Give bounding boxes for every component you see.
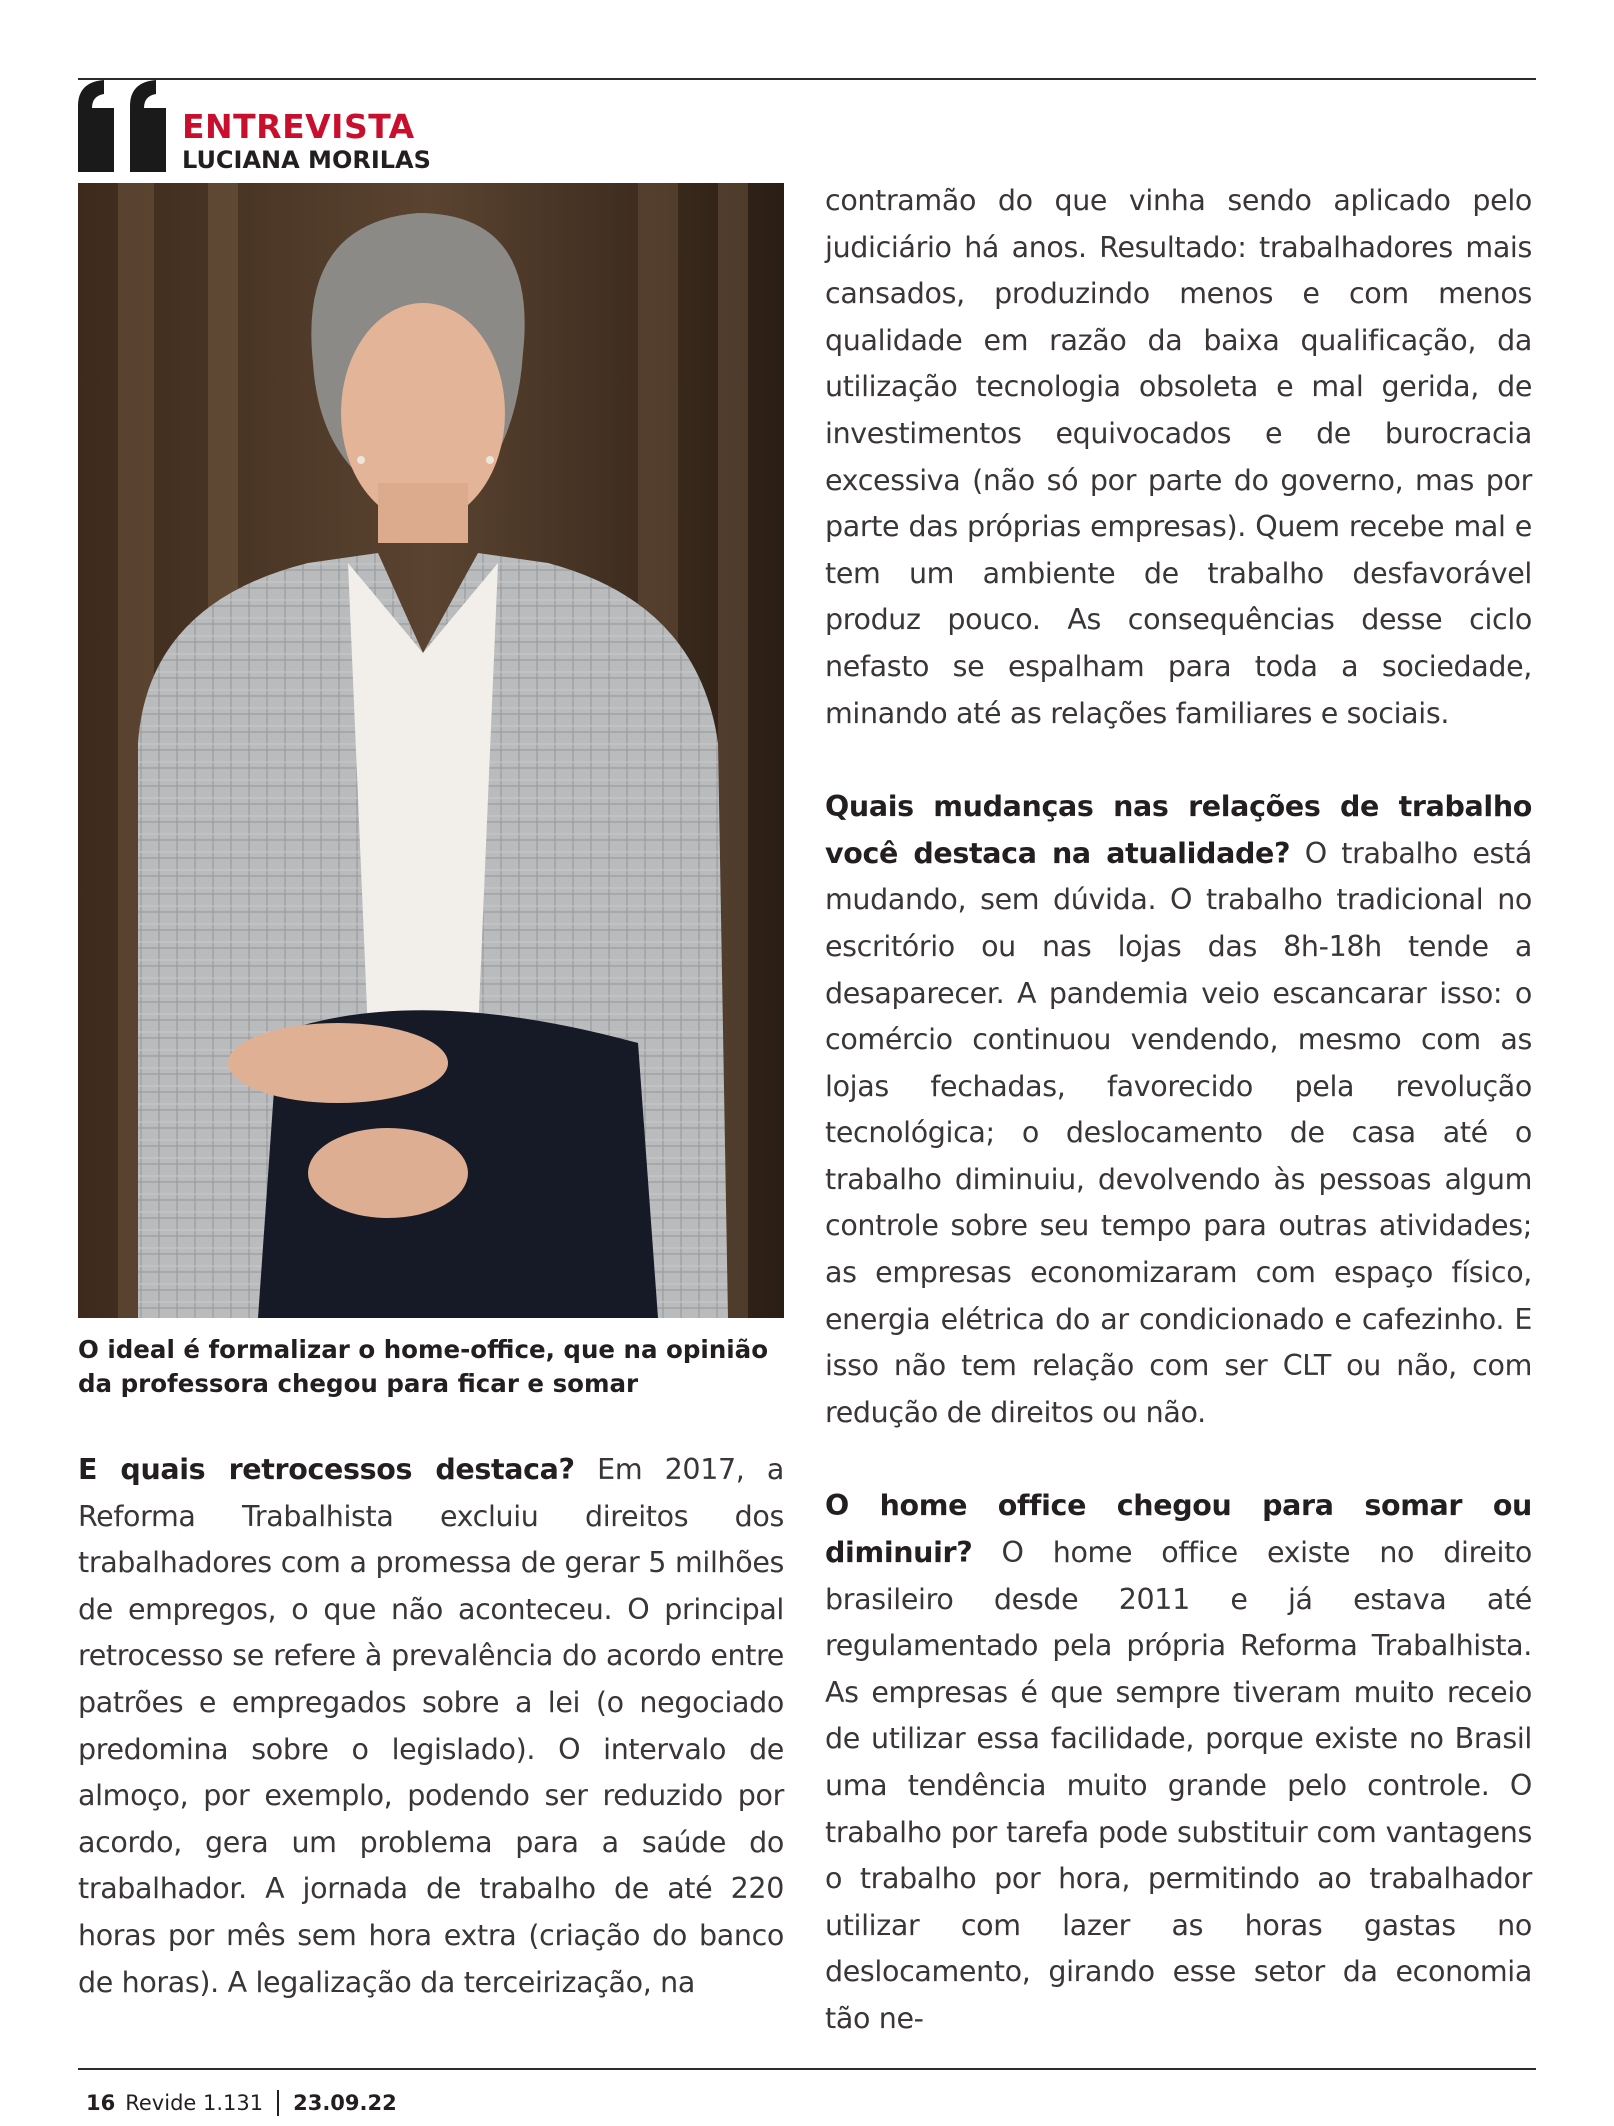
issue-date: 23.09.22 — [293, 2091, 397, 2115]
interview-question: Quais mudanças nas relações de trabalho você destaca na atualidade? — [825, 790, 1532, 870]
portrait-illustration — [78, 183, 784, 1318]
interview-question-answer — [825, 784, 1532, 1436]
interview-answer: O trabalho está mudando, sem dúvida. O trabalho tradicional no escritório ou nas lojas das 8h-18h tende a desaparecer. A pandemia veio escancarar isso: o comércio continuou vendendo, mesmo com as lojas fechadas, favorecido pela revolução tecnológica; o deslocamento de casa até o trabalho diminuiu, devolvendo às pessoas algum controle sobre seu tempo para outras atividades; as empresas economizaram com espaço físico, energia elétrica do ar condicionado e cafezinho. E isso não tem relação com ser CLT ou não, com redução de direitos ou não. — [825, 836, 1532, 1429]
answer-continuation: contramão do que vinha sendo aplicado pelo judiciário há anos. Resultado: trabalhadores mais cansados, produzindo menos e com menos qualidade em razão da baixa qualificação, da utilização tecnologia obsoleta e mal gerida, de investimentos equivocados e de burocracia excessiva (não só por parte do governo, mas por parte das próprias empresas). Quem recebe mal e tem um ambiente de trabalho desfavorável produz pouco. As consequências desse ciclo nefasto se espalham para toda a sociedade, minando até as relações familiares e sociais. — [825, 184, 1532, 730]
interview-question-answer — [825, 1483, 1532, 2042]
top-rule — [78, 78, 1536, 80]
photo-caption: O ideal é formalizar o home-office, que na opinião da professora chegou para ficar e somar — [78, 1335, 769, 1398]
publication-name: Revide 1.131 — [125, 2091, 264, 2115]
portrait-photo — [78, 183, 784, 1318]
interview-question: E quais retrocessos destaca? — [78, 1453, 575, 1486]
interview-question: O home office chegou para somar ou diminuir? — [825, 1489, 1532, 1570]
interviewee-name: LUCIANA MORILAS — [182, 146, 431, 174]
bottom-rule — [78, 2068, 1536, 2070]
quote-mark-icon — [74, 76, 174, 176]
interview-answer: O home office existe no direito brasileiro desde 2011 e já estava até regulamentado pela própria Reforma Trabalhista. As empresas é que sempre tiveram muito receio de utilizar essa facilidade, porque existe no Brasil uma tendência muito grande pelo controle. O trabalho por tarefa pode substituir com vantagens o trabalho por hora, permitindo ao trabalhador utilizar com lazer as horas gastas no deslocamento, girando esse setor da economia tão ne- — [825, 1536, 1532, 2035]
interview-answer: Em 2017, a Reforma Trabalhista excluiu direitos dos trabalhadores com a promessa de gerar 5 milhões de empregos, o que não aconteceu. O principal retrocesso se refere à prevalência do acordo entre patrões e empregados sobre a lei (o negociado predomina sobre o legislado). O intervalo de almoço, por exemplo, podendo ser reduzido por acordo, gera um problema para a saúde do trabalhador. A jornada de trabalho de até 220 horas por mês sem hora extra (criação do banco de horas). A legalização da terceirização, na — [78, 1453, 785, 1999]
right-column — [825, 178, 1532, 2043]
left-column — [78, 1447, 784, 2006]
interview-question-answer — [78, 1447, 784, 2006]
page-footer — [86, 2090, 397, 2116]
section-label: ENTREVISTA — [182, 107, 415, 146]
footer-divider — [277, 2090, 279, 2116]
page-number: 16 — [86, 2091, 116, 2115]
